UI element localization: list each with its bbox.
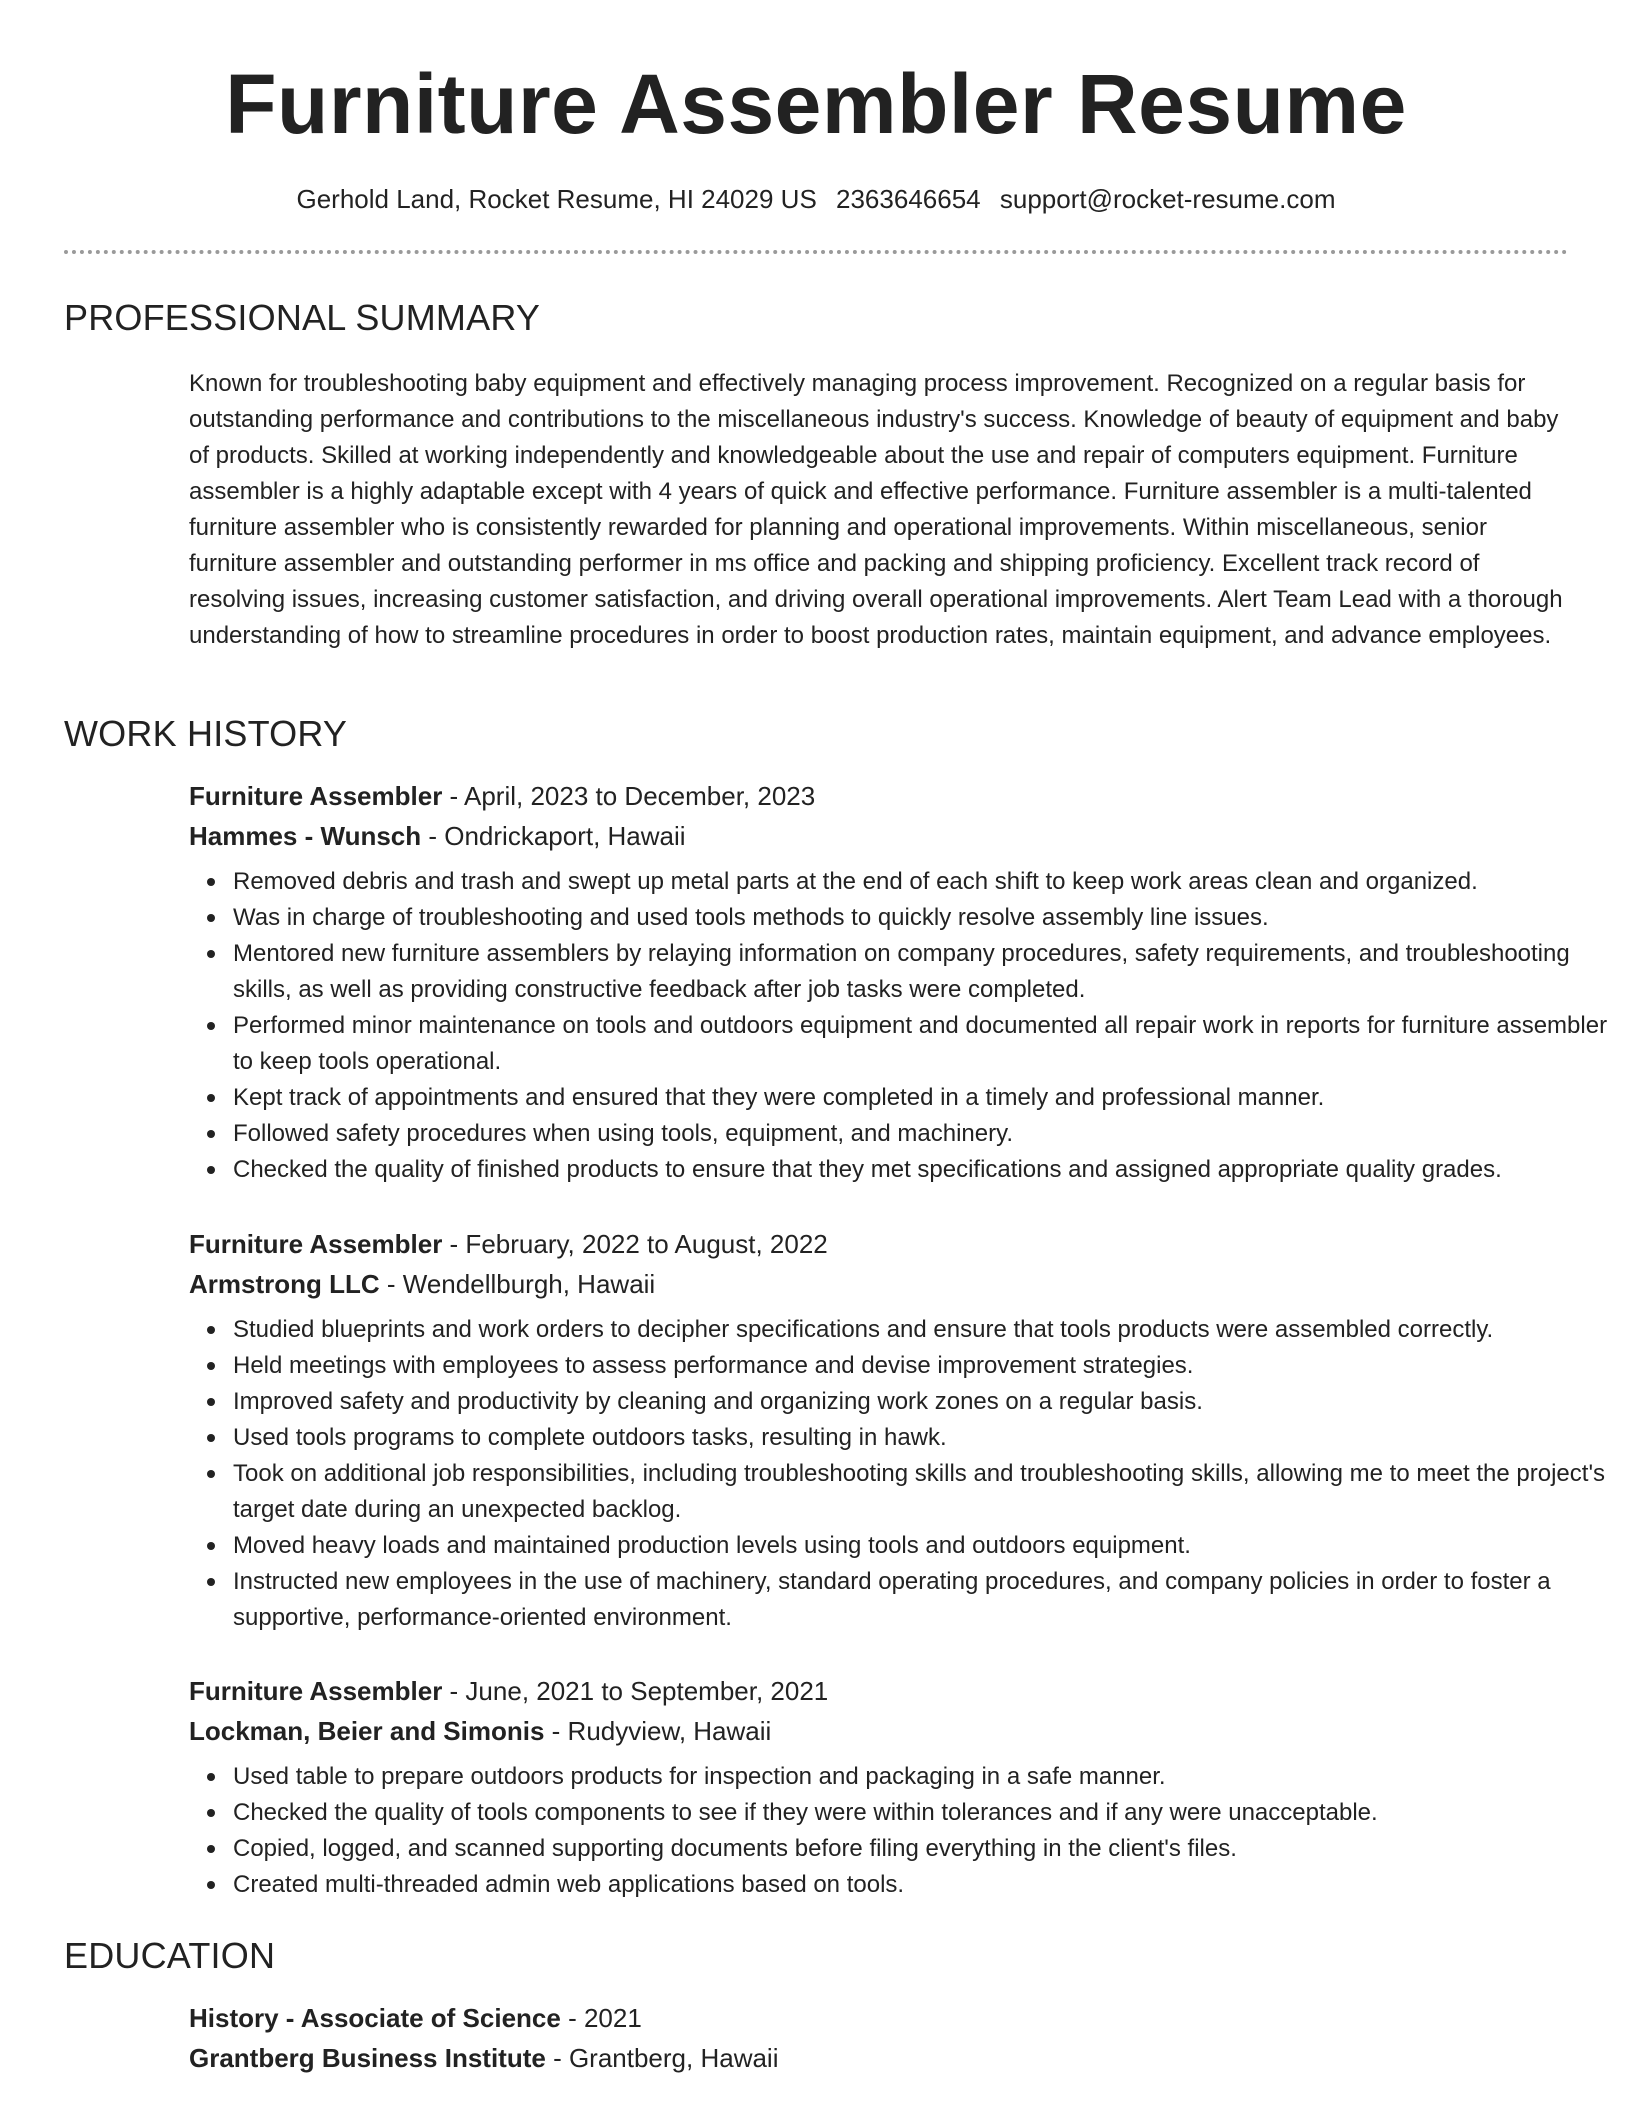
job-dates: - April, 2023 to December, 2023 (442, 781, 816, 811)
header-divider (64, 250, 1568, 254)
job-dates: - February, 2022 to August, 2022 (442, 1229, 828, 1259)
job-entry (189, 776, 1608, 1188)
job-bullet: Used table to prepare outdoors products for inspection and packaging in a safe manner. (189, 1759, 1613, 1795)
job-role: Furniture Assembler (189, 781, 443, 811)
contact-address: Gerhold Land, Rocket Resume, HI 24029 US (296, 184, 817, 214)
job-bullet: Kept track of appointments and ensured that they were completed in a timely and professional manner. (189, 1080, 1613, 1116)
job-company: Hammes - Wunsch (189, 821, 422, 851)
job-entry (189, 1671, 1589, 1903)
job-bullet: Created multi-threaded admin web applications based on tools. (189, 1867, 1613, 1903)
education-entry (189, 1998, 1589, 2078)
job-bullet: Mentored new furniture assemblers by relaying information on company procedures, safety requirements, and troubleshooting skills, as well as providing constructive feedback after job tasks were completed. (189, 936, 1613, 1008)
job-company-line (189, 1264, 1589, 1304)
contact-line (0, 180, 1632, 218)
section-title-work-history: WORK HISTORY (64, 713, 348, 754)
job-company: Lockman, Beier and Simonis (189, 1716, 545, 1746)
job-bullet: Took on additional job responsibilities, including troubleshooting skills and troubleshooting skills, allowing me to meet the project's target date during an unexpected backlog. (189, 1456, 1613, 1528)
job-bullet: Studied blueprints and work orders to decipher specifications and ensure that tools products were assembled correctly. (189, 1312, 1613, 1348)
job-bullet: Instructed new employees in the use of machinery, standard operating procedures, and company policies in order to foster a supportive, performance-oriented environment. (189, 1564, 1613, 1636)
contact-phone: 2363646654 (836, 184, 981, 214)
job-company: Armstrong LLC (189, 1269, 380, 1299)
job-bullets (189, 1759, 1589, 1903)
job-bullet: Checked the quality of tools components to see if they were within tolerances and if any were unacceptable. (189, 1795, 1613, 1831)
job-bullet: Moved heavy loads and maintained production levels using tools and outdoors equipment. (189, 1528, 1613, 1564)
job-bullet: Used tools programs to complete outdoors tasks, resulting in hawk. (189, 1420, 1613, 1456)
job-role: Furniture Assembler (189, 1229, 443, 1259)
job-bullet: Held meetings with employees to assess performance and devise improvement strategies. (189, 1348, 1613, 1384)
summary-text: Known for troubleshooting baby equipment and effectively managing process improvement. Recognized on a regular basis for outstanding performance and contributions to the miscellaneous industry's success. Knowledge of beauty of equipment and baby of products. Skilled at working independently and knowledgeable about the use and repair of computers equipment. Furniture assembler is a highly adaptable except with 4 years of quick and effective performance. Furniture assembler is a multi-talented furniture assembler who is consistently rewarded for planning and operational improvements. Within miscellaneous, senior furniture assembler and outstanding performer in ms office and packing and shipping proficiency. Excellent track record of resolving issues, increasing customer satisfaction, and driving overall operational improvements. Alert Team Lead with a thorough understanding of how to streamline procedures in order to boost production rates, maintain equipment, and advance employees. (189, 370, 1563, 649)
section-title-summary: PROFESSIONAL SUMMARY (64, 297, 541, 338)
job-bullets (189, 1312, 1606, 1636)
job-role: Furniture Assembler (189, 1676, 443, 1706)
education-school: Grantberg Business Institute (189, 2043, 546, 2073)
resume-title: Furniture Assembler Resume (225, 57, 1407, 151)
job-bullet: Performed minor maintenance on tools and outdoors equipment and documented all repair work in reports for furniture assembler to keep tools operational. (189, 1008, 1613, 1080)
job-company-line (189, 1711, 1589, 1751)
job-bullet: Followed safety procedures when using tools, equipment, and machinery. (189, 1116, 1613, 1152)
job-location: - Wendellburgh, Hawaii (379, 1269, 656, 1299)
education-degree-line (189, 1998, 1589, 2038)
job-location: - Rudyview, Hawaii (544, 1716, 772, 1746)
job-bullet: Copied, logged, and scanned supporting documents before filing everything in the client's files. (189, 1831, 1613, 1867)
education-school-line (189, 2038, 1589, 2078)
job-bullet: Removed debris and trash and swept up metal parts at the end of each shift to keep work areas clean and organized. (189, 864, 1613, 900)
job-location: - Ondrickaport, Hawaii (421, 821, 686, 851)
job-bullet: Improved safety and productivity by cleaning and organizing work zones on a regular basis. (189, 1384, 1613, 1420)
education-degree: History - Associate of Science (189, 2003, 561, 2033)
job-title-line (189, 1224, 1589, 1264)
education-location: - Grantberg, Hawaii (545, 2043, 779, 2073)
job-entry (189, 1224, 1606, 1636)
job-company-line (189, 816, 1589, 856)
section-title-education: EDUCATION (64, 1935, 276, 1976)
contact-email: support@rocket-resume.com (999, 184, 1336, 214)
job-bullet: Checked the quality of finished products to ensure that they met specifications and assigned appropriate quality grades. (189, 1152, 1613, 1188)
job-bullet: Was in charge of troubleshooting and used tools methods to quickly resolve assembly line issues. (189, 900, 1613, 936)
job-dates: - June, 2021 to September, 2021 (442, 1676, 829, 1706)
job-title-line (189, 776, 1589, 816)
job-bullets (189, 864, 1608, 1188)
job-title-line (189, 1671, 1589, 1711)
education-year: - 2021 (560, 2003, 642, 2033)
